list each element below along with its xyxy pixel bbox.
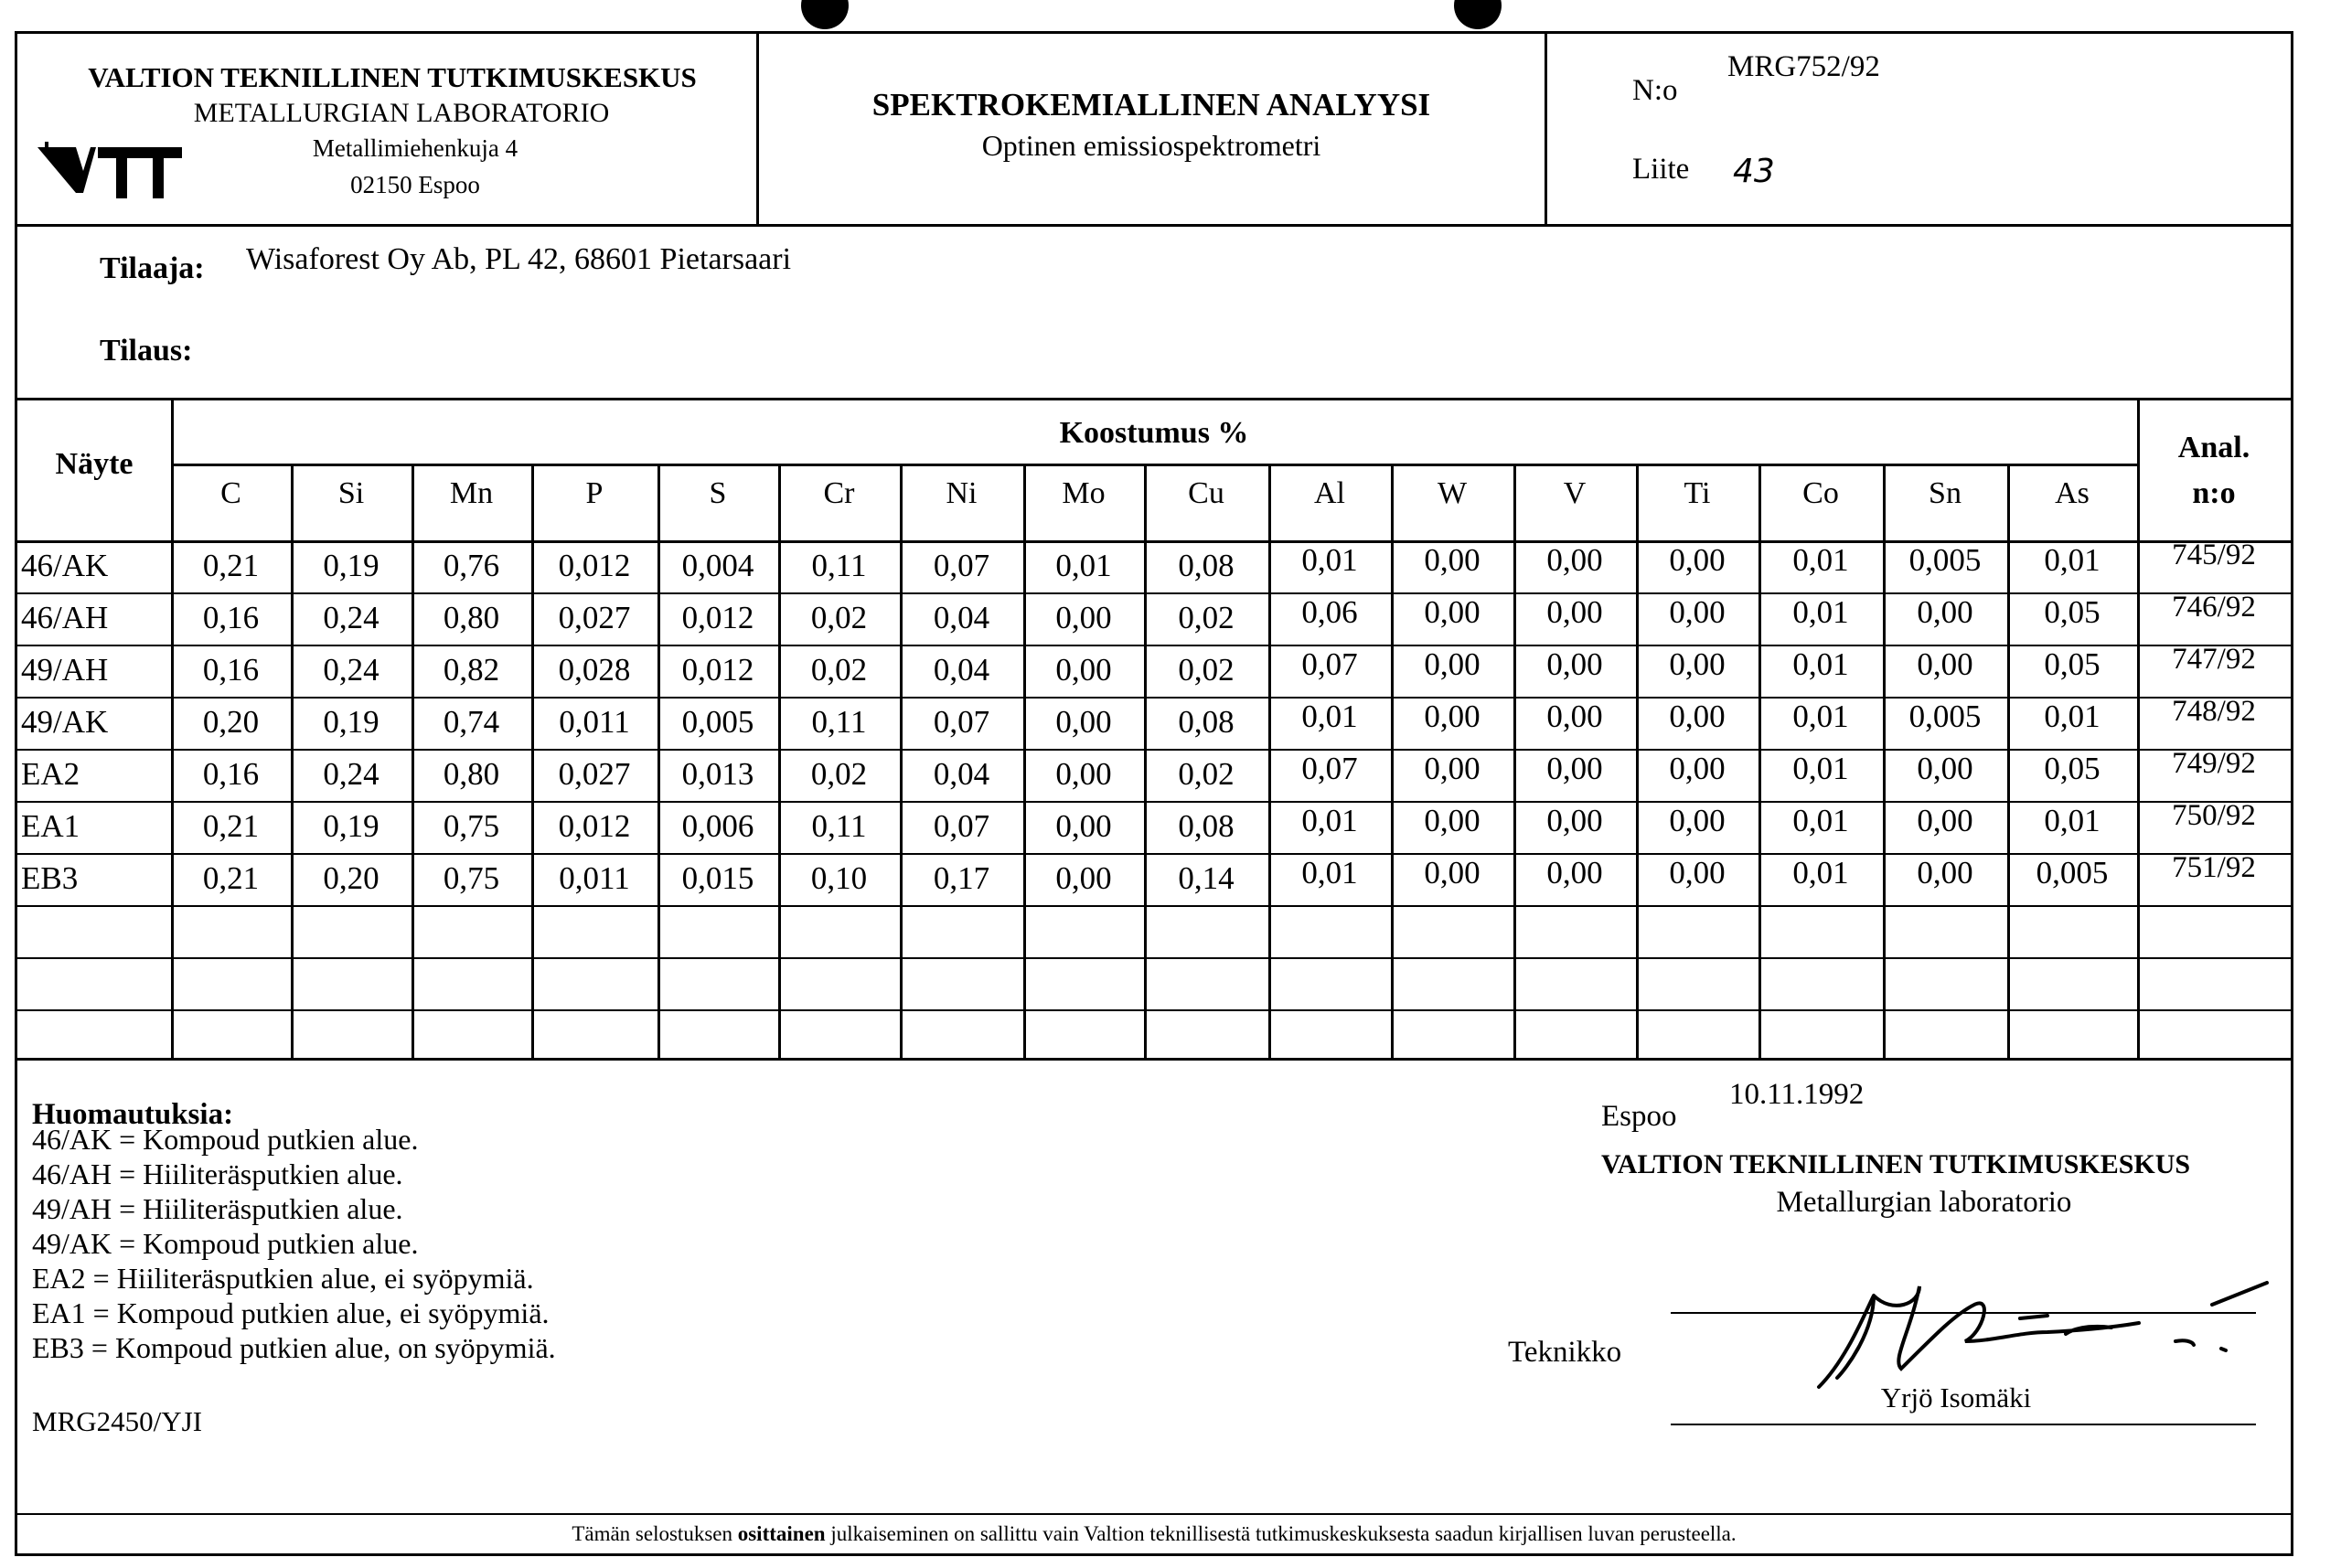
anal-header-line2: n:o: [2192, 476, 2236, 510]
value-cell: 0,11: [811, 704, 867, 740]
value-cell: 0,00: [1669, 646, 1726, 682]
value-cell: 0,80: [443, 756, 500, 792]
handwritten-signature: [1810, 1277, 2285, 1396]
value-cell: 0,76: [443, 548, 500, 583]
table-row-rule: [17, 957, 2291, 959]
anal-header-line1: Anal.: [2177, 431, 2250, 464]
street-address: Metallimiehenkuja 4: [312, 134, 518, 162]
value-cell: 0,005: [1908, 542, 1982, 578]
org-name: VALTION TEKNILLINEN TUTKIMUSKESKUS: [88, 61, 697, 93]
signature-org: VALTION TEKNILLINEN TUTKIMUSKESKUS: [1601, 1149, 2191, 1179]
value-cell: 0,00: [1546, 803, 1603, 838]
value-cell: 0,00: [1546, 751, 1603, 786]
value-cell: 0,00: [1546, 699, 1603, 734]
value-cell: 0,24: [323, 756, 379, 792]
value-cell: 0,01: [1792, 646, 1849, 682]
postal-address: 02150 Espoo: [350, 171, 480, 198]
value-cell: 0,17: [933, 860, 990, 896]
sample-id: EB3: [21, 860, 79, 896]
value-cell: 0,07: [1301, 646, 1358, 682]
value-cell: 0,01: [1301, 542, 1358, 578]
notes-list: [32, 1122, 556, 1365]
lab-name: METALLURGIAN LABORATORIO: [193, 98, 610, 128]
value-cell: 0,19: [323, 808, 379, 844]
footer-text-bold: osittainen: [737, 1522, 826, 1545]
customer-label: Tilaaja:: [100, 251, 205, 285]
sample-id: EA1: [21, 808, 80, 844]
value-cell: 0,00: [1055, 600, 1112, 635]
value-cell: 0,00: [1424, 751, 1480, 786]
value-cell: 0,005: [681, 704, 754, 740]
sample-id: 49/AH: [21, 652, 109, 688]
value-cell: 0,16: [202, 600, 260, 635]
punch-hole-right: [1454, 0, 1502, 29]
value-cell: 0,20: [323, 860, 379, 896]
value-cell: 0,00: [1669, 803, 1726, 838]
value-cell: 0,00: [1917, 646, 1973, 682]
value-cell: 0,006: [681, 808, 754, 844]
value-cell: 0,02: [810, 652, 868, 688]
value-cell: 0,06: [1301, 594, 1358, 630]
element-header-w: W: [1437, 476, 1468, 510]
table-bottom-rule: [17, 1058, 2291, 1061]
value-cell: 0,01: [1792, 594, 1849, 630]
signature-line-bottom: [1671, 1424, 2256, 1425]
value-cell: 0,16: [202, 652, 260, 688]
value-cell: 0,012: [681, 652, 754, 688]
value-cell: 0,00: [1424, 542, 1480, 578]
table-row-rule: [17, 1009, 2291, 1011]
value-cell: 0,80: [443, 600, 500, 635]
value-cell: 0,01: [1301, 855, 1358, 891]
value-cell: 0,11: [811, 548, 867, 583]
number-label: N:o: [1632, 74, 1678, 107]
note-line: 49/AH = Hiiliteräsputkien alue.: [32, 1192, 403, 1225]
note-line: 46/AK = Kompoud putkien alue.: [32, 1123, 419, 1156]
value-cell: 0,11: [811, 808, 867, 844]
note-line: 49/AK = Kompoud putkien alue.: [32, 1227, 419, 1260]
value-cell: 0,012: [558, 808, 631, 844]
table-row-rule: [17, 905, 2291, 907]
value-cell: 0,00: [1424, 646, 1480, 682]
document-subtitle: Optinen emissiospektrometri: [981, 129, 1321, 162]
value-cell: 0,00: [1424, 803, 1480, 838]
value-cell: 0,07: [933, 808, 990, 844]
anal-number: 750/92: [2172, 799, 2256, 832]
value-cell: 0,74: [443, 704, 500, 740]
value-cell: 0,04: [933, 756, 990, 792]
value-cell: 0,00: [1669, 699, 1726, 734]
value-cell: 0,08: [1178, 704, 1235, 740]
value-cell: 0,011: [559, 704, 630, 740]
element-header-al: Al: [1314, 476, 1345, 510]
signature-role: Teknikko: [1508, 1336, 1622, 1369]
value-cell: 0,01: [1301, 803, 1358, 838]
value-cell: 0,10: [810, 860, 868, 896]
value-cell: 0,00: [1546, 542, 1603, 578]
value-cell: 0,04: [933, 652, 990, 688]
element-header-ti: Ti: [1684, 476, 1711, 510]
value-cell: 0,00: [1424, 699, 1480, 734]
notes-reference: MRG2450/YJI: [32, 1405, 203, 1437]
signature-name: Yrjö Isomäki: [1880, 1381, 2032, 1413]
value-cell: 0,14: [1178, 860, 1235, 896]
value-cell: 0,00: [1055, 652, 1112, 688]
document-title: SPEKTROKEMIALLINEN ANALYYSI: [871, 87, 1431, 123]
footer-disclaimer: [17, 1522, 2291, 1546]
value-cell: 0,00: [1669, 542, 1726, 578]
value-cell: 0,05: [2044, 594, 2100, 630]
attachment-label: Liite: [1632, 153, 1690, 186]
value-cell: 0,013: [681, 756, 754, 792]
value-cell: 0,05: [2044, 646, 2100, 682]
value-cell: 0,02: [810, 756, 868, 792]
element-header-co: Co: [1802, 476, 1839, 510]
element-header-cu: Cu: [1188, 476, 1224, 510]
footer-text-start: Tämän selostuksen: [572, 1522, 738, 1545]
value-cell: 0,00: [1546, 594, 1603, 630]
value-cell: 0,24: [323, 600, 379, 635]
footer-rule: [17, 1513, 2291, 1515]
value-cell: 0,00: [1424, 855, 1480, 891]
value-cell: 0,75: [443, 808, 500, 844]
value-cell: 0,00: [1055, 860, 1112, 896]
value-cell: 0,00: [1917, 855, 1973, 891]
value-cell: 0,028: [558, 652, 631, 688]
analysis-form: [15, 31, 2293, 1556]
value-cell: 0,00: [1917, 594, 1973, 630]
value-cell: 0,02: [1178, 756, 1235, 792]
value-cell: 0,005: [2036, 855, 2109, 891]
value-cell: 0,027: [558, 600, 631, 635]
value-cell: 0,005: [1908, 699, 1982, 734]
value-cell: 0,01: [1792, 699, 1849, 734]
signature-place: Espoo: [1601, 1100, 1677, 1133]
value-cell: 0,01: [1301, 699, 1358, 734]
anal-number: 751/92: [2172, 851, 2256, 884]
value-cell: 0,01: [2044, 699, 2100, 734]
value-cell: 0,07: [933, 704, 990, 740]
value-cell: 0,015: [681, 860, 754, 896]
value-cell: 0,19: [323, 548, 379, 583]
anal-number: 746/92: [2172, 591, 2256, 624]
value-cell: 0,012: [681, 600, 754, 635]
value-cell: 0,00: [1055, 704, 1112, 740]
order-label: Tilaus:: [100, 334, 193, 368]
element-header-c: C: [220, 476, 241, 510]
value-cell: 0,02: [1178, 652, 1235, 688]
element-header-mo: Mo: [1062, 476, 1106, 510]
value-cell: 0,02: [810, 600, 868, 635]
value-cell: 0,08: [1178, 808, 1235, 844]
anal-number: 749/92: [2172, 747, 2256, 780]
value-cell: 0,00: [1424, 594, 1480, 630]
value-cell: 0,012: [558, 548, 631, 583]
value-cell: 0,01: [1792, 542, 1849, 578]
punch-hole-left: [801, 0, 849, 29]
sample-id: 46/AK: [21, 548, 109, 583]
anal-number: 747/92: [2172, 643, 2256, 676]
value-cell: 0,02: [1178, 600, 1235, 635]
composition-header: Koostumus %: [1059, 416, 1249, 450]
value-cell: 0,05: [2044, 751, 2100, 786]
value-cell: 0,19: [323, 704, 379, 740]
customer-value: Wisaforest Oy Ab, PL 42, 68601 Pietarsaari: [246, 242, 792, 276]
note-line: 46/AH = Hiiliteräsputkien alue.: [32, 1157, 403, 1190]
value-cell: 0,21: [202, 808, 260, 844]
value-cell: 0,20: [202, 704, 260, 740]
value-cell: 0,07: [933, 548, 990, 583]
value-cell: 0,75: [443, 860, 500, 896]
signature-date: 10.11.1992: [1729, 1078, 1865, 1111]
element-header-si: Si: [337, 476, 365, 510]
anal-number: 745/92: [2172, 539, 2256, 571]
value-cell: 0,00: [1917, 751, 1973, 786]
signature-lab: Metallurgian laboratorio: [1776, 1186, 2072, 1219]
value-cell: 0,01: [1792, 803, 1849, 838]
element-header-sn: Sn: [1929, 476, 1962, 510]
note-line: EB3 = Kompoud putkien alue, on syöpymiä.: [32, 1331, 556, 1364]
value-cell: 0,01: [2044, 542, 2100, 578]
sample-id: EA2: [21, 756, 80, 792]
value-cell: 0,011: [559, 860, 630, 896]
element-header-v: V: [1563, 476, 1587, 510]
value-cell: 0,82: [443, 652, 500, 688]
anal-number: 748/92: [2172, 695, 2256, 728]
value-cell: 0,01: [2044, 803, 2100, 838]
value-cell: 0,00: [1055, 808, 1112, 844]
element-header-ni: Ni: [946, 476, 978, 510]
element-header-cr: Cr: [823, 476, 855, 510]
value-cell: 0,21: [202, 860, 260, 896]
sample-id: 49/AK: [21, 704, 109, 740]
value-cell: 0,004: [681, 548, 754, 583]
value-cell: 0,07: [1301, 751, 1358, 786]
value-cell: 0,027: [558, 756, 631, 792]
element-header-as: As: [2055, 476, 2090, 510]
value-cell: 0,24: [323, 652, 379, 688]
value-cell: 0,00: [1546, 646, 1603, 682]
notes-heading: Huomautuksia:: [32, 1098, 234, 1131]
value-cell: 0,00: [1917, 803, 1973, 838]
value-cell: 0,08: [1178, 548, 1235, 583]
number-value: MRG752/92: [1727, 50, 1880, 83]
value-cell: 0,01: [1792, 855, 1849, 891]
element-header-mn: Mn: [449, 476, 494, 510]
value-cell: 0,01: [1792, 751, 1849, 786]
value-cell: 0,00: [1669, 751, 1726, 786]
sample-header: Näyte: [55, 447, 134, 481]
note-line: EA2 = Hiiliteräsputkien alue, ei syöpymiä.: [32, 1262, 534, 1295]
value-cell: 0,00: [1055, 756, 1112, 792]
value-cell: 0,00: [1546, 855, 1603, 891]
value-cell: 0,21: [202, 548, 260, 583]
footer-text-end: julkaiseminen on sallittu vain Valtion teknillisestä tutkimuskeskuksesta saadun kirjallisen luvan perusteella.: [825, 1522, 1737, 1545]
value-cell: 0,16: [202, 756, 260, 792]
element-header-s: S: [709, 476, 727, 510]
value-cell: 0,00: [1669, 855, 1726, 891]
value-cell: 0,00: [1669, 594, 1726, 630]
attachment-value: 43: [1733, 153, 1775, 190]
value-cell: 0,01: [1055, 548, 1112, 583]
group-header-rule: [171, 464, 2137, 466]
element-header-p: P: [585, 476, 604, 510]
sample-id: 46/AH: [21, 600, 109, 635]
note-line: EA1 = Kompoud putkien alue, ei syöpymiä.: [32, 1296, 550, 1329]
value-cell: 0,04: [933, 600, 990, 635]
